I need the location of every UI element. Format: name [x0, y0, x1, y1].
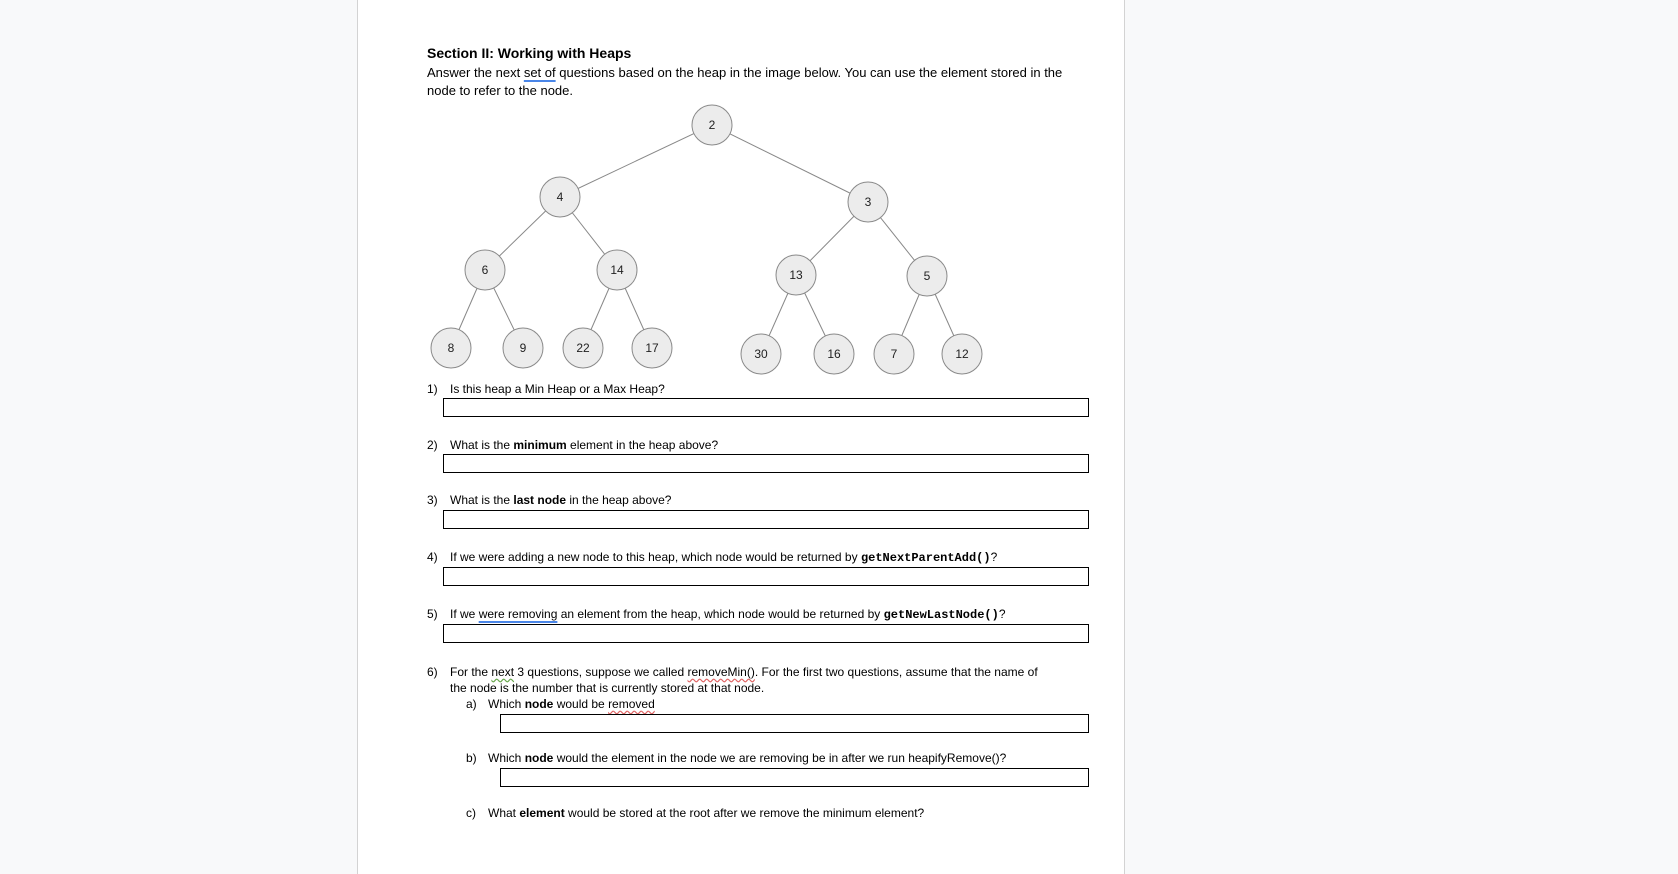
section-intro: Answer the next set of questions based on the heap in the image below. You can use the element stored in the node to refer to the node. [427, 65, 1063, 98]
answer-box-4[interactable] [443, 567, 1089, 586]
heap-diagram [358, 0, 1124, 380]
answer-box-5[interactable] [443, 624, 1089, 643]
spelling-suggestion[interactable]: removed [608, 697, 655, 711]
heap-node-label: 30 [754, 347, 768, 361]
heap-node-2 [692, 105, 732, 145]
heap-node-9 [503, 328, 543, 368]
heap-edges [451, 125, 962, 354]
heap-node-16 [814, 334, 854, 374]
question-3: 3) What is the last node in the heap above? [427, 493, 672, 507]
heap-node-4 [540, 177, 580, 217]
heap-node-label: 3 [864, 195, 872, 209]
heap-node-label: 12 [955, 347, 969, 361]
heap-node-6 [465, 250, 505, 290]
answer-box-3[interactable] [443, 510, 1089, 529]
answer-box-2[interactable] [443, 454, 1089, 473]
grammar-suggestion[interactable]: were removing [478, 607, 558, 621]
heap-node-label: 2 [708, 118, 716, 132]
heap-node-30 [741, 334, 781, 374]
spelling-suggestion[interactable]: removeMin() [687, 665, 755, 679]
heap-node-label: 6 [481, 263, 489, 277]
heap-node-3 [848, 182, 888, 222]
heap-node-label: 5 [923, 269, 931, 283]
heap-node-5 [907, 256, 947, 296]
heap-node-label: 7 [890, 347, 898, 361]
question-6c: c) What element would be stored at the root after we remove the minimum element? [466, 806, 925, 820]
heap-node-label: 4 [556, 190, 564, 204]
heap-node-label: 14 [610, 263, 624, 277]
question-4: 4) If we were adding a new node to this heap, which node would be returned by getNextParentAdd()? [427, 550, 998, 565]
heap-node-label: 22 [576, 341, 590, 355]
section-title: Section II: Working with Heaps [427, 45, 632, 61]
heap-node-8 [431, 328, 471, 368]
question-6a: a) Which node would be removed [466, 697, 655, 711]
heap-node-label: 13 [789, 268, 803, 282]
heap-node-17 [632, 328, 672, 368]
heap-node-12 [942, 334, 982, 374]
heap-node-14 [597, 250, 637, 290]
question-2: 2) What is the minimum element in the heap above? [427, 438, 719, 452]
question-6: 6) For the next 3 questions, suppose we called removeMin(). For the first two questions, assume that the name of [427, 665, 1038, 679]
heap-node-7 [874, 334, 914, 374]
question-5: 5) If we were removing an element from the heap, which node would be returned by getNewLastNode()? [427, 607, 1006, 622]
heap-node-label: 16 [827, 347, 841, 361]
question-6b: b) Which node would the element in the node we are removing be in after we run heapifyRemove()? [466, 751, 1007, 765]
heap-node-label: 17 [645, 341, 659, 355]
answer-box-1[interactable] [443, 398, 1089, 417]
question-6-line-2: the node is the number that is currently stored at that node. [450, 681, 765, 695]
heap-node-label: 9 [519, 341, 527, 355]
answer-box-6a[interactable] [500, 714, 1089, 733]
question-1: 1) Is this heap a Min Heap or a Max Heap? [427, 382, 665, 396]
document-page [357, 0, 1125, 874]
heap-node-13 [776, 255, 816, 295]
answer-box-6b[interactable] [500, 768, 1089, 787]
grammar-suggestion[interactable]: set of [523, 65, 556, 80]
heap-node-label: 8 [447, 341, 455, 355]
heap-node-22 [563, 328, 603, 368]
